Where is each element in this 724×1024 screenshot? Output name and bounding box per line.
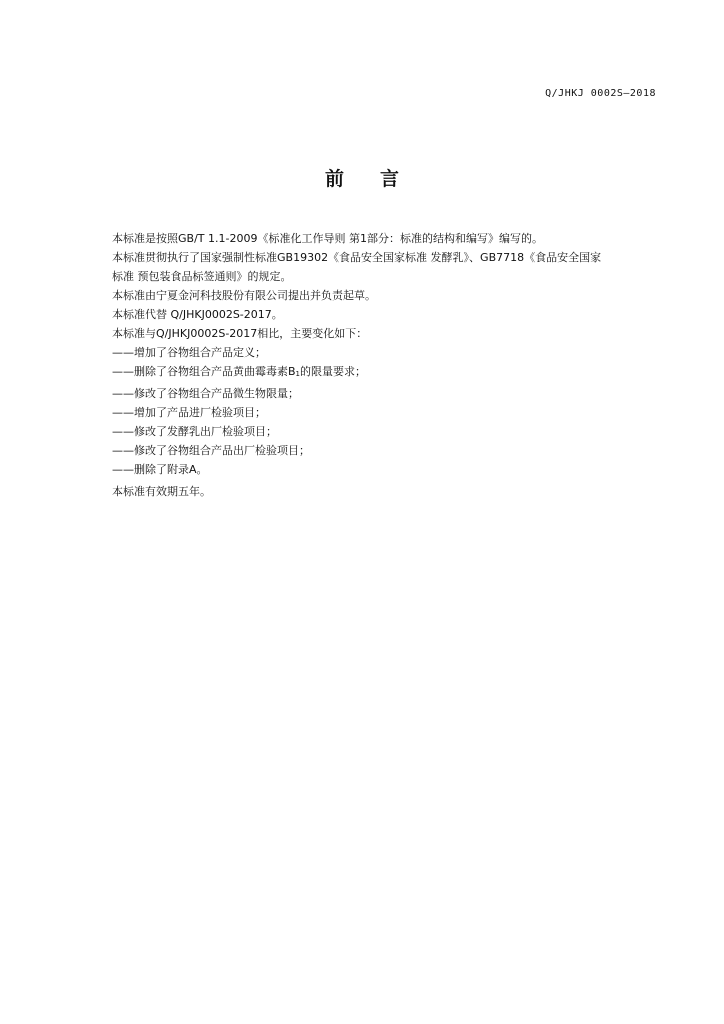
paragraph-basis: 本标准是按照GB/T 1.1-2009《标准化工作导则 第1部分：标准的结构和编写》编写的。	[112, 232, 543, 245]
list-item: ——修改了发酵乳出厂检验项目；	[112, 425, 277, 438]
list-item: ——增加了谷物组合产品定义；	[112, 346, 266, 359]
list-item: ——修改了谷物组合产品出厂检验项目；	[112, 444, 310, 457]
list-item: ——删除了附录A。	[112, 463, 208, 476]
paragraph-compliance-line2: 标准 预包装食品标签通则》的规定。	[112, 270, 292, 283]
list-item: ——修改了谷物组合产品微生物限量；	[112, 387, 299, 400]
paragraph-validity: 本标准有效期五年。	[112, 485, 211, 498]
foreword-body	[112, 229, 660, 501]
list-item	[112, 362, 660, 384]
changes-list	[112, 343, 660, 479]
subscript: 1	[295, 370, 301, 378]
list-item-text: ——删除了谷物组合产品黄曲霉毒素B	[112, 365, 296, 378]
paragraph-compliance-line1: 本标准贯彻执行了国家强制性标准GB19302《食品安全国家标准 发酵乳》、GB7718《食品安全国家	[112, 251, 602, 264]
paragraph-drafter: 本标准由宁夏金河科技股份有限公司提出并负责起草。	[112, 289, 376, 302]
list-item-text: 的限量要求；	[300, 365, 367, 378]
page-title: 前言	[324, 168, 435, 190]
paragraph-changes-intro: 本标准与Q/JHKJ0002S-2017相比，主要变化如下：	[112, 327, 368, 340]
standard-code: Q/JHKJ 0002S—2018	[545, 88, 656, 99]
paragraph-replaces: 本标准代替 Q/JHKJ0002S-2017。	[112, 308, 283, 321]
list-item: ——增加了产品进厂检验项目；	[112, 406, 266, 419]
